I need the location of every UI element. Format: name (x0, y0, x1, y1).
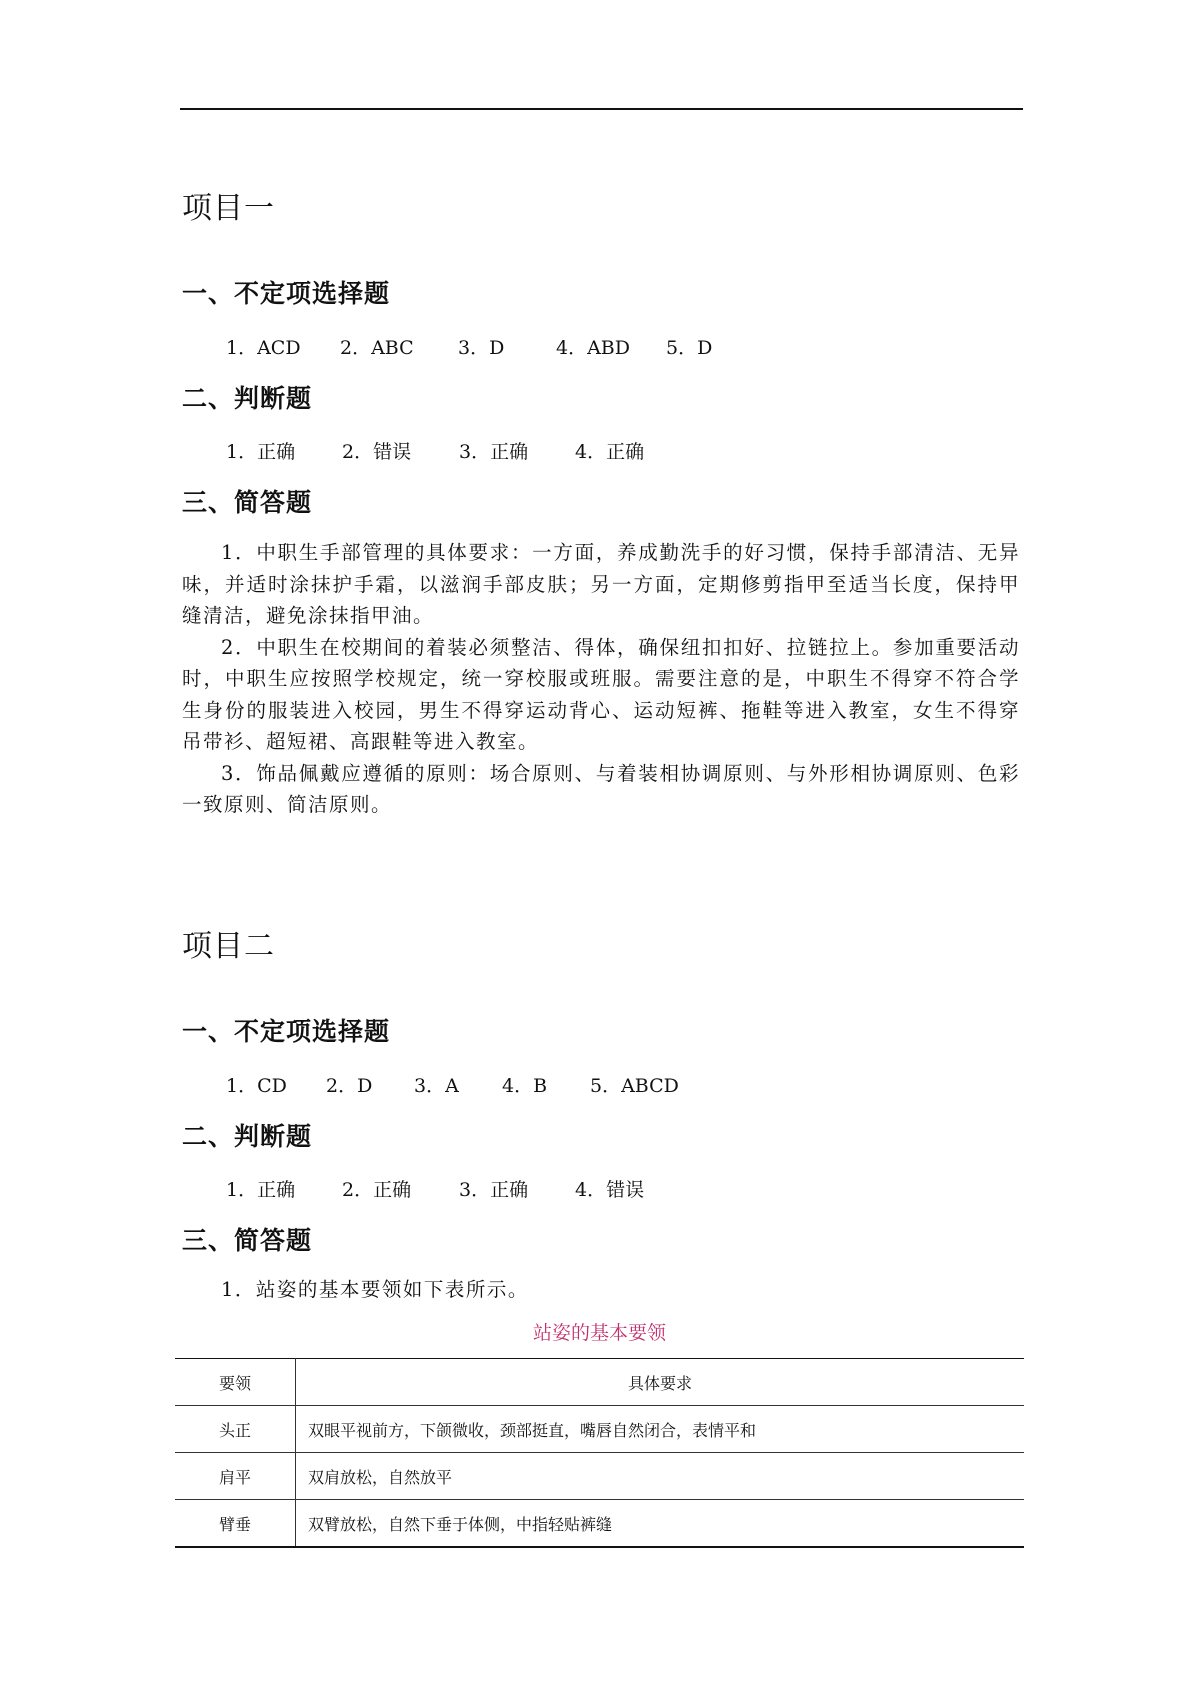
short-answers-1 (182, 537, 1020, 821)
answer-item: 1．正确 (226, 441, 296, 463)
table-header-row (175, 1359, 1024, 1406)
answer-item: 4．错误 (575, 1179, 645, 1201)
table-cell-value: 双肩放松，自然放平 (296, 1453, 1025, 1500)
table-row (175, 1500, 1024, 1548)
answer-item: 2．正确 (342, 1179, 412, 1201)
answer-item: 2．ABC (340, 337, 414, 359)
table-cell-value: 双眼平视前方，下颌微收，颈部挺直，嘴唇自然闭合，表情平和 (296, 1406, 1025, 1453)
table-header-cell: 具体要求 (296, 1359, 1025, 1406)
table-cell-value: 双臂放松，自然下垂于体侧，中指轻贴裤缝 (296, 1500, 1025, 1548)
answer-item: 1．CD (226, 1075, 287, 1097)
section-title-short-2: 三、简答题 (182, 1226, 313, 1255)
table-cell-key: 头正 (175, 1406, 296, 1453)
short-answer-paragraph: 1．站姿的基本要领如下表所示。 (221, 1278, 529, 1301)
table-cell-key: 臂垂 (175, 1500, 296, 1548)
section-title-judge-2: 二、判断题 (182, 1122, 313, 1151)
short-answers-2 (182, 1274, 1020, 1306)
section-title-short-1: 三、简答题 (182, 488, 313, 517)
project-title-1: 项目一 (182, 191, 275, 226)
answer-item: 3．D (458, 337, 505, 359)
section-title-choice-2: 一、不定项选择题 (182, 1017, 391, 1046)
project-title-2: 项目二 (182, 929, 275, 964)
answer-item: 3．正确 (459, 441, 529, 463)
answer-item: 2．D (326, 1075, 373, 1097)
section-title-choice-1: 一、不定项选择题 (182, 279, 391, 308)
table-header-cell: 要领 (175, 1359, 296, 1406)
answers-judge-2 (226, 1175, 644, 1202)
section-title-judge-1: 二、判断题 (182, 384, 313, 413)
answers-choice-1 (226, 333, 712, 360)
answer-item: 1．ACD (226, 337, 301, 359)
answer-item: 5．ABCD (590, 1075, 679, 1097)
answers-choice-2 (226, 1071, 679, 1098)
answer-item: 5．D (666, 337, 713, 359)
answer-item: 3．正确 (459, 1179, 529, 1201)
answer-item: 4．正确 (575, 441, 645, 463)
stance-table (175, 1358, 1024, 1548)
top-rule (180, 108, 1023, 110)
answer-item: 3．A (414, 1075, 459, 1097)
table-row (175, 1406, 1024, 1453)
answer-item: 4．ABD (556, 337, 631, 359)
table-row (175, 1453, 1024, 1500)
answers-judge-1 (226, 437, 644, 464)
answer-item: 4．B (502, 1075, 548, 1097)
table-cell-key: 肩平 (175, 1453, 296, 1500)
table-caption: 站姿的基本要领 (532, 1322, 666, 1344)
short-answer-paragraph: 2．中职生在校期间的着装必须整洁、得体，确保纽扣扣好、拉链拉上。参加重要活动时，中职生应按照学校规定，统一穿校服或班服。需要注意的是，中职生不得穿不符合学生身份的服装进入校园，男生不得穿运动背心、运动短裤、拖鞋等进入教室，女生不得穿吊带衫、超短裙、高跟鞋等进入教室。 (182, 635, 1020, 753)
short-answer-paragraph: 1．中职生手部管理的具体要求：一方面，养成勤洗手的好习惯，保持手部清洁、无异味，并适时涂抹护手霜，以滋润手部皮肤；另一方面，定期修剪指甲至适当长度，保持甲缝清洁，避免涂抹指甲油。 (182, 541, 1020, 627)
answer-item: 1．正确 (226, 1179, 296, 1201)
short-answer-paragraph: 3．饰品佩戴应遵循的原则：场合原则、与着装相协调原则、与外形相协调原则、色彩一致原则、简洁原则。 (182, 761, 1020, 816)
answer-item: 2．错误 (342, 441, 412, 463)
